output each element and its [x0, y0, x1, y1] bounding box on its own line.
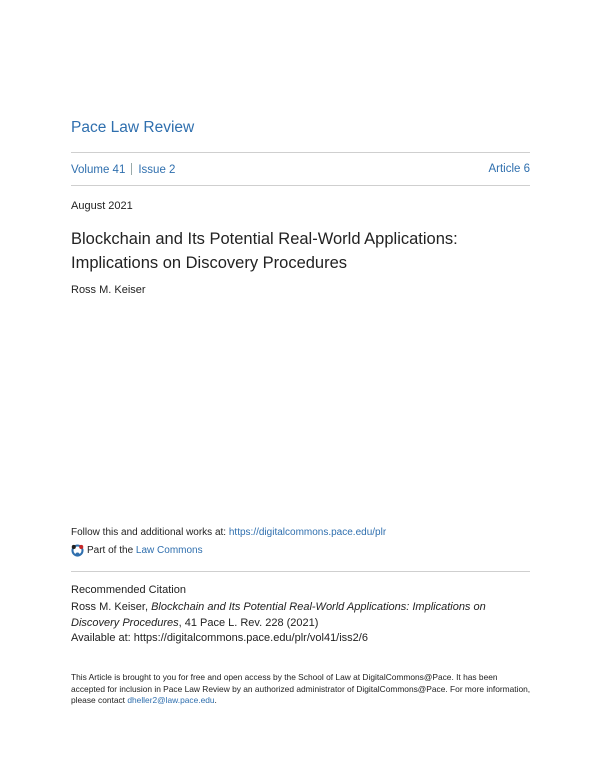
issue-link[interactable]: Issue 2: [138, 164, 176, 176]
divider: [71, 571, 530, 572]
law-commons-link[interactable]: Law Commons: [135, 545, 203, 556]
repository-link[interactable]: https://digitalcommons.pace.edu/plr: [228, 527, 387, 538]
article-number-link[interactable]: Article 6: [488, 163, 530, 175]
author-name: Ross M. Keiser: [71, 284, 146, 296]
journal-title-link[interactable]: Pace Law Review: [71, 119, 195, 136]
issue-meta-row: [71, 163, 530, 176]
citation-title: Blockchain and Its Potential Real-World Applications: Implications on Discovery Procedures: [71, 601, 486, 629]
citation-source: , 41 Pace L. Rev. 228 (2021): [178, 616, 319, 629]
access-notice-end: .: [214, 695, 217, 705]
part-of-line: [71, 544, 203, 557]
access-notice: [71, 672, 533, 707]
network-icon: [71, 544, 84, 557]
access-notice-text: This Article is brought to you for free and open access by the School of Law at DigitalCommons@Pace. It has been accepted for inclusion in Pace Law Review by an authorized administrator of DigitalCommons@Pace. For more information, please contact: [71, 672, 531, 705]
separator: [131, 163, 132, 175]
follow-line: [71, 527, 386, 538]
citation-body: [71, 600, 533, 647]
article-title: Blockchain and Its Potential Real-World Applications: Implications on Discovery Procedures: [71, 230, 458, 272]
divider: [71, 185, 530, 186]
volume-link[interactable]: Volume 41: [71, 164, 126, 176]
divider: [71, 152, 530, 153]
contact-email-link[interactable]: dheller2@law.pace.edu: [127, 695, 215, 705]
follow-prefix: Follow this and additional works at:: [71, 527, 229, 538]
part-of-prefix: Part of the: [87, 545, 134, 556]
citation-available-prefix: Available at:: [71, 632, 134, 644]
citation-heading: Recommended Citation: [71, 584, 186, 596]
citation-author: Ross M. Keiser,: [71, 601, 152, 613]
publication-date: August 2021: [71, 200, 133, 212]
citation-url: https://digitalcommons.pace.edu/plr/vol41/iss2/6: [133, 632, 368, 644]
